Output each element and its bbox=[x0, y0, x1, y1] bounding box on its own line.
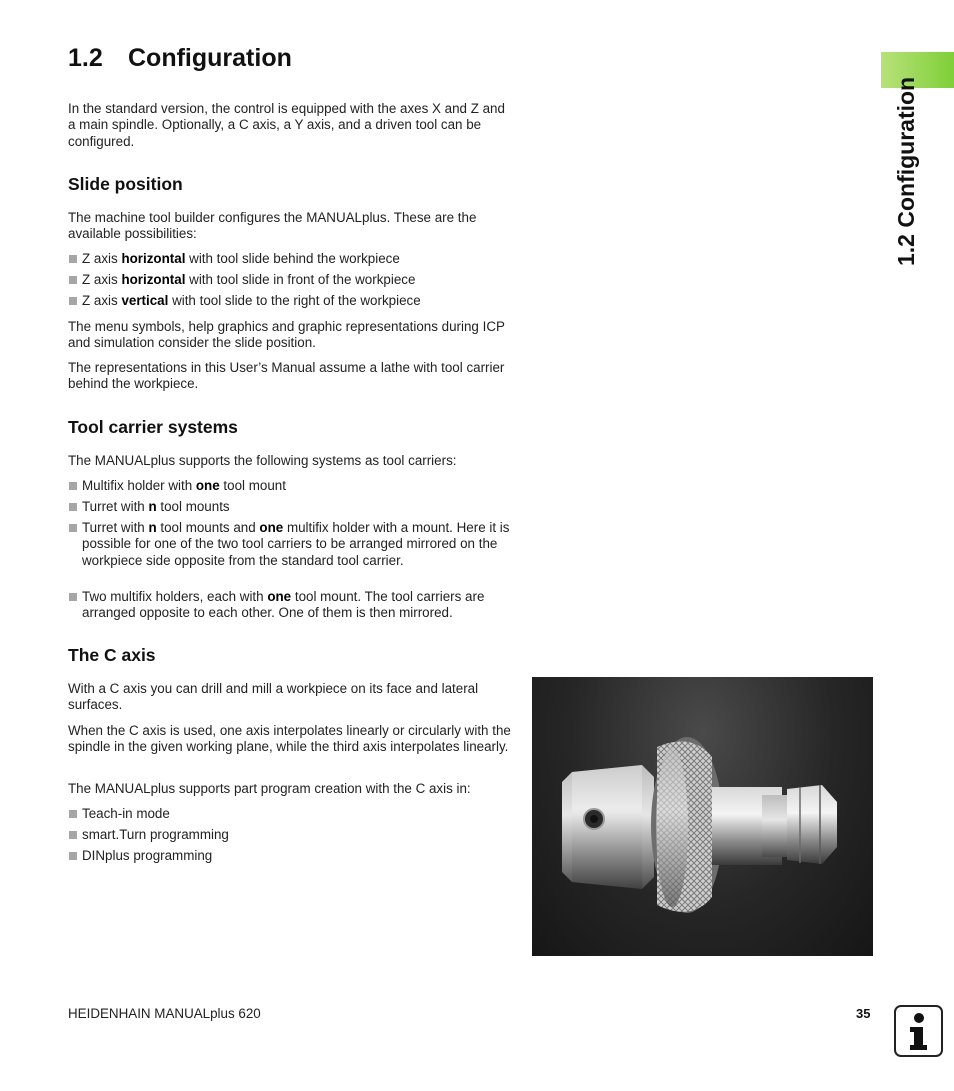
list-item: Z axis horizontal with tool slide in front of the workpiece bbox=[68, 272, 513, 288]
workpiece-photo bbox=[532, 677, 873, 956]
square-bullet-icon bbox=[69, 482, 77, 490]
slide-position-paragraph: The menu symbols, help graphics and graphic representations during ICP and simulation consider the slide position. bbox=[68, 319, 505, 351]
square-bullet-icon bbox=[69, 503, 77, 511]
intro-paragraph: In the standard version, the control is equipped with the axes X and Z and a main spindle. Optionally, a C axis, a Y axis, and a driven tool can be configured. bbox=[68, 101, 505, 149]
section-number: 1.2 bbox=[68, 44, 103, 72]
square-bullet-icon bbox=[69, 810, 77, 818]
list-item: DINplus programming bbox=[68, 848, 513, 864]
page-title bbox=[68, 44, 292, 73]
side-tab-label: 1.2 Configuration bbox=[893, 76, 919, 266]
list-item: Multifix holder with one tool mount bbox=[68, 478, 513, 494]
workpiece-illustration bbox=[532, 677, 873, 956]
c-axis-paragraph: With a C axis you can drill and mill a workpiece on its face and lateral surfaces. bbox=[68, 681, 479, 713]
list-item: Turret with n tool mounts bbox=[68, 499, 513, 515]
heading-tool-carrier: Tool carrier systems bbox=[68, 417, 238, 437]
page-number: 35 bbox=[856, 1006, 871, 1021]
heading-slide-position: Slide position bbox=[68, 174, 183, 194]
square-bullet-icon bbox=[69, 297, 77, 305]
slide-position-intro: The machine tool builder configures the MANUALplus. These are the available possibilities: bbox=[68, 210, 477, 242]
heading-c-axis: The C axis bbox=[68, 645, 156, 665]
info-icon bbox=[894, 1005, 943, 1057]
list-item: Turret with n tool mounts and one multifix holder with a mount. Here it is possible for one of the two tool carriers to be arranged mirrored on the workpiece side opposite from the standard tool carrier. bbox=[68, 520, 513, 569]
list-item: Teach-in mode bbox=[68, 806, 513, 822]
square-bullet-icon bbox=[69, 852, 77, 860]
square-bullet-icon bbox=[69, 593, 77, 601]
list-item: Z axis horizontal with tool slide behind the workpiece bbox=[68, 251, 513, 267]
list-item: Z axis vertical with tool slide to the right of the workpiece bbox=[68, 293, 513, 309]
square-bullet-icon bbox=[69, 255, 77, 263]
footer-product-name: HEIDENHAIN MANUALplus 620 bbox=[68, 1006, 261, 1021]
tool-carrier-intro: The MANUALplus supports the following systems as tool carriers: bbox=[68, 453, 457, 468]
square-bullet-icon bbox=[69, 276, 77, 284]
slide-position-paragraph: The representations in this User’s Manual assume a lathe with tool carrier behind the workpiece. bbox=[68, 360, 505, 392]
list-item: Two multifix holders, each with one tool mount. The tool carriers are arranged opposite to each other. One of them is then mirrored. bbox=[68, 589, 513, 622]
section-title: Configuration bbox=[128, 44, 292, 72]
square-bullet-icon bbox=[69, 524, 77, 532]
c-axis-paragraph: The MANUALplus supports part program creation with the C axis in: bbox=[68, 781, 471, 796]
c-axis-paragraph: When the C axis is used, one axis interpolates linearly or circularly with the spindle in the given working plane, while the third axis interpolates linearly. bbox=[68, 723, 511, 755]
list-item: smart.Turn programming bbox=[68, 827, 513, 843]
square-bullet-icon bbox=[69, 831, 77, 839]
